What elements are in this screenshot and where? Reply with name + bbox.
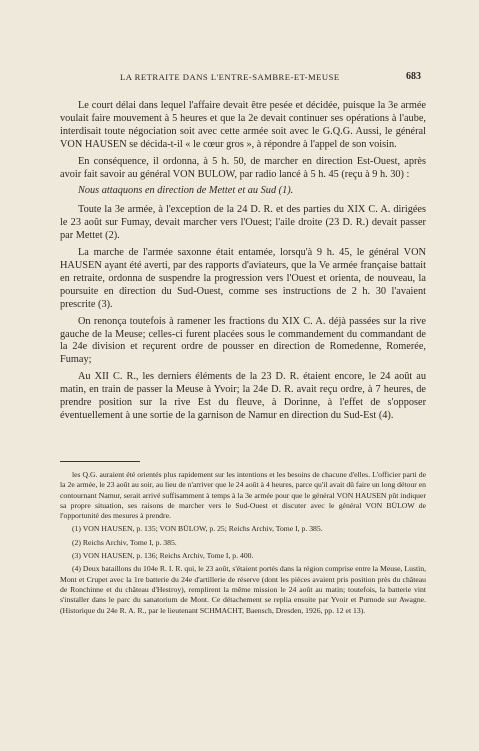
footnote-separator	[60, 461, 140, 462]
footnote: (1) VON HAUSEN, p. 135; VON BÜLOW, p. 25; Reichs Archiv, Tome I, p. 385.	[72, 524, 323, 534]
footnote: (3) VON HAUSEN, p. 136; Reichs Archiv, Tome I, p. 400.	[72, 551, 254, 561]
paragraph: Le court délai dans lequel l'affaire devait être pesée et décidée, puisque la 3e armée voulait faire mouvement à 5 heures et que la 2e devait continuer ses opérations à l'aube, interdisait toute négociation soit avec cette armée soit avec le G.Q.G. Aussi, le général VON HAUSEN se décida-t-il « le cœur gros », à répondre à l'appel de son voisin.	[60, 100, 426, 150]
footnote: (4) Deux bataillons du 104e R. I. R. qui, le 23 août, s'étaient portés dans la région comprise entre la Meuse, Lustin, Mont et Crupet avec la 1re batterie du 24e d'artillerie de réserve (dont les pièces avaient pris position près du château de Ronchinne et du château d'Hestroy), remplirent la même mission le 24 août au matin; toutefois, la batterie vint s'installer dans le parc du sanatorium de Mont. Ce détachement se replia ensuite par Yvoir et Purnode sur Awagne. (Historique du 24e R. A. R., par le lieutenant SCHMACHT, Baensch, Dresden, 1926, pp. 12 et 13).	[60, 564, 426, 615]
radio-message-quote: Nous attaquons en direction de Mettet et au Sud (1).	[78, 185, 294, 197]
paragraph: La marche de l'armée saxonne était entamée, lorsqu'à 9 h. 45, le général VON HAUSEN ayant été averti, par des rapports d'aviateurs, que la Ve armée française battait en retraite, ordonna de suspendre la progression vers l'Ouest et orienta, de nouveau, la poursuite en direction du Sud-Ouest, comme ses instructions de 2 h. 30 l'avaient prescrite (3).	[60, 247, 426, 310]
paragraph: Toute la 3e armée, à l'exception de la 24 D. R. et des parties du XIX C. A. dirigées le 23 août sur Fumay, devait marcher vers l'Ouest; l'aile droite (23 D. R.) devait passer par Mettet (2).	[60, 204, 426, 242]
paragraph: En conséquence, il ordonna, à 5 h. 50, de marcher en direction Est-Ouest, après avoir fait savoir au général VON BULOW, par radio lancé à 5 h. 45 (reçu à 9 h. 30) :	[60, 155, 426, 180]
page-number: 683	[406, 71, 421, 82]
footnote-continuation: les Q.G. auraient été orientés plus rapidement sur les intentions et les besoins de chacune d'elles. L'officier parti de la 2e armée, le 23 août au soir, au lieu de n'arriver que le 24 août à 4 heures, parce qu'il avait dû faire un long détour en contournant Namur, serait arrivé suffisamment à temps à la 3e armée pour que le général VON HAUSEN pût indiquer sa propre situation, ses raisons de marcher vers le Sud-Ouest et discuter avec le général VON BÜLOW de l'opportunité des mesures à prendre.	[60, 470, 426, 521]
footnote: (2) Reichs Archiv, Tome I, p. 385.	[72, 537, 177, 547]
paragraph: Au XII C. R., les derniers éléments de la 23 D. R. étaient encore, le 24 août au matin, en train de passer la Meuse à Yvoir; la 24e D. R. avait reçu ordre, à 7 heures, de prendre position sur la rive Est du fleuve, à Dorinne, à l'effet de s'opposer éventuellement à une sortie de la garnison de Namur en direction du Sud-Est (4).	[60, 371, 426, 421]
paragraph: On renonça toutefois à ramener les fractions du XIX C. A. déjà passées sur la rive gauche de la Meuse; celles-ci furent placées sous le commandement du commandant de la 24e division et reçurent ordre de pousser en direction de Romedenne, Romerée, Fumay;	[60, 315, 426, 366]
running-title: LA RETRAITE DANS L'ENTRE-SAMBRE-ET-MEUSE	[120, 72, 340, 82]
page-header	[0, 72, 479, 88]
footnotes	[60, 470, 426, 619]
body-text	[60, 100, 426, 427]
